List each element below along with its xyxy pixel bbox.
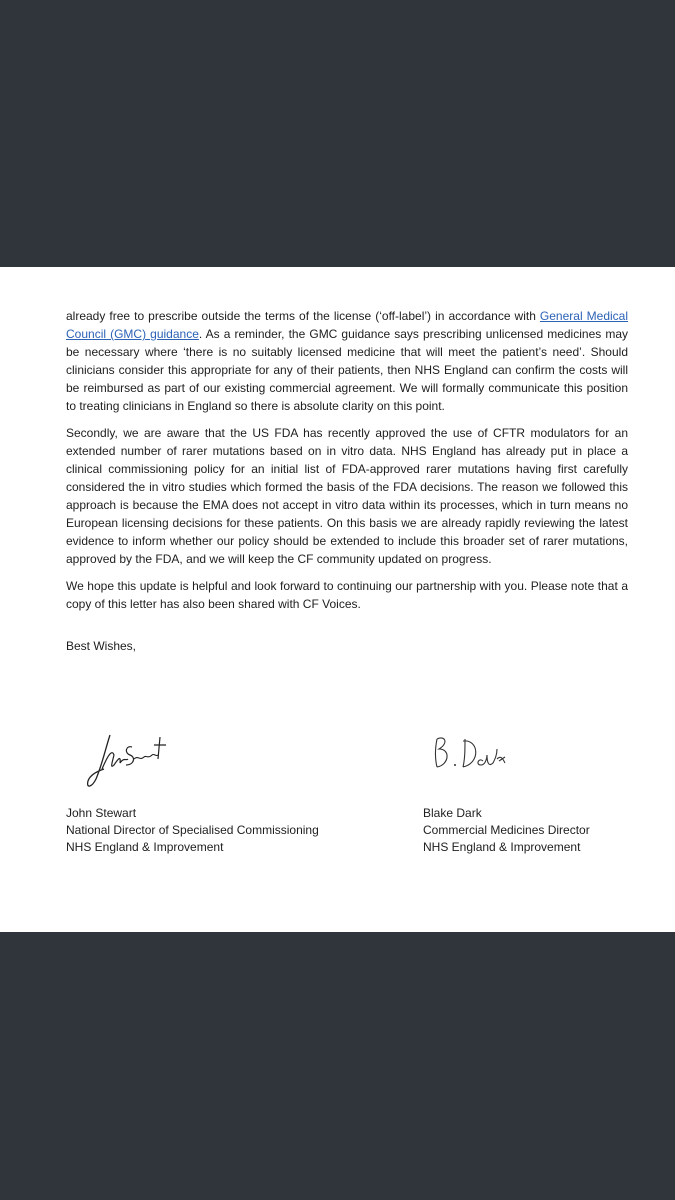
letter-page	[0, 267, 675, 932]
sign-off: Best Wishes,	[66, 639, 137, 653]
gmc-guidance-link[interactable]: General Medical Council (GMC) guidance	[66, 309, 629, 341]
signatures-section	[66, 725, 626, 865]
signatory-john-stewart	[66, 725, 366, 856]
signatory-organisation: NHS England & Improvement	[423, 840, 581, 854]
paragraph-closing-note: We hope this update is helpful and look forward to continuing our partnership with you. Please note that a copy of this letter has also been shared with CF Voices.	[66, 579, 628, 611]
signatory-blake-dark	[423, 725, 675, 856]
signatory-title: National Director of Specialised Commissioning	[66, 823, 319, 837]
signature-blake-dark-icon	[423, 725, 675, 805]
letter-body	[66, 307, 628, 664]
paragraph-off-label	[66, 307, 628, 415]
signatory-name: John Stewart	[66, 806, 137, 820]
signatory-title: Commercial Medicines Director	[423, 823, 590, 837]
paragraph-fda-approval: Secondly, we are aware that the US FDA has recently approved the use of CFTR modulators for an extended number of rarer mutations based on in vitro data. NHS England has already put in place a clinical commissioning policy for an initial list of FDA-approved rarer mutations having first carefully considered the in vitro studies which formed the basis of the FDA decisions. The reason we followed this approach is because the EMA does not accept in vitro data within its processes, which in turn means no European licensing decisions for these patients. On this basis we are already rapidly reviewing the latest evidence to inform whether our policy should be extended to include this broader set of rarer mutations, approved by the FDA, and we will keep the CF community updated on progress.	[66, 426, 628, 566]
signatory-name: Blake Dark	[423, 806, 482, 820]
paragraph-off-label-text-end: . As a reminder, the GMC guidance says prescribing unlicensed medicines may be necessary where ‘there is no suitably licensed medicine that will meet the patient’s need’. Should clinicians consider this appropriate for any of their patients, then NHS England can confirm the costs will be reimbursed as part of our existing commercial agreement. We will formally communicate this position to treating clinicians in England so there is absolute clarity on this point.	[66, 327, 628, 413]
paragraph-off-label-text-start: already free to prescribe outside the terms of the license (‘off-label’) in accordance with	[66, 309, 540, 323]
signature-john-stewart-icon	[66, 725, 366, 805]
signatory-organisation: NHS England & Improvement	[66, 840, 224, 854]
